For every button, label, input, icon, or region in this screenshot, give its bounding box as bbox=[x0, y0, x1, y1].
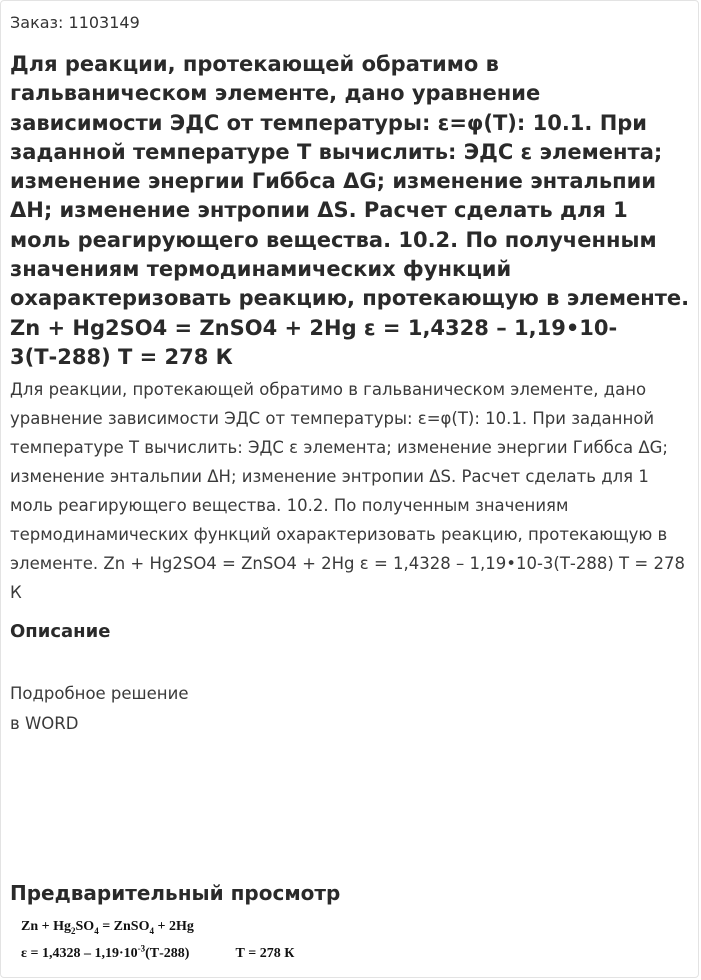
order-number: Заказ: 1103149 bbox=[10, 13, 140, 32]
preview-heading: Предварительный просмотр bbox=[10, 881, 341, 905]
preview-eq-part: = ZnSO bbox=[98, 919, 150, 934]
preview-eq-part: Zn + Hg bbox=[21, 919, 71, 934]
preview-temperature: Т = 278 К bbox=[235, 946, 295, 961]
preview-emf-formula bbox=[21, 945, 294, 963]
description-line-format: в WORD bbox=[10, 714, 79, 733]
preview-eq-subscript: 2 bbox=[71, 925, 76, 936]
preview-eq-part: SO bbox=[75, 919, 95, 934]
page-title: Для реакции, протекающей обратимо в гальваническом элементе, дано уравнение зависимости ЭДС от температуры: ε=φ(Т): 10.1. При заданной температуре Т вычислить: ЭДС ε элемента; изменение энергии Гиббса ΔG; изменение энтальпии ΔН; изменение энтропии ΔS. Расчет сделать для 1 моль реагирующего вещества. 10.2. По полученным значениям термодинамических функций охарактеризовать реакцию, протекающую в элементе. Zn + Hg2SO4 = ZnSO4 + 2Hg ε = 1,4328 – 1,19•10-3(Т-288) Т = 278 К bbox=[10, 52, 690, 369]
preview-equation bbox=[21, 918, 194, 936]
problem-text: Для реакции, протекающей обратимо в гальваническом элементе, дано уравнение зависимости ЭДС от температуры: ε=φ(Т): 10.1. При заданной температуре Т вычислить: ЭДС ε элемента; изменение энергии Гиббса ΔG; изменение энтальпии ΔН; изменение энтропии ΔS. Расчет сделать для 1 моль реагирующего вещества. 10.2. По полученным значениям термодинамических функций охарактеризовать реакцию, протекающую в элементе. Zn + Hg2SO4 = ZnSO4 + 2Hg ε = 1,4328 – 1,19•10-3(Т-288) Т = 278 К bbox=[10, 380, 685, 602]
preview-emf-part: ε = 1,4328 – 1,19·10 bbox=[21, 946, 138, 961]
preview-eq-subscript: 4 bbox=[94, 925, 99, 936]
preview-eq-part: + 2Hg bbox=[153, 919, 194, 934]
preview-emf-exponent: -3 bbox=[137, 943, 146, 954]
preview-emf-part: (Т-288) bbox=[145, 946, 190, 961]
description-heading: Описание bbox=[10, 621, 111, 642]
preview-eq-subscript: 4 bbox=[149, 925, 154, 936]
description-line-solution: Подробное решение bbox=[10, 684, 189, 703]
